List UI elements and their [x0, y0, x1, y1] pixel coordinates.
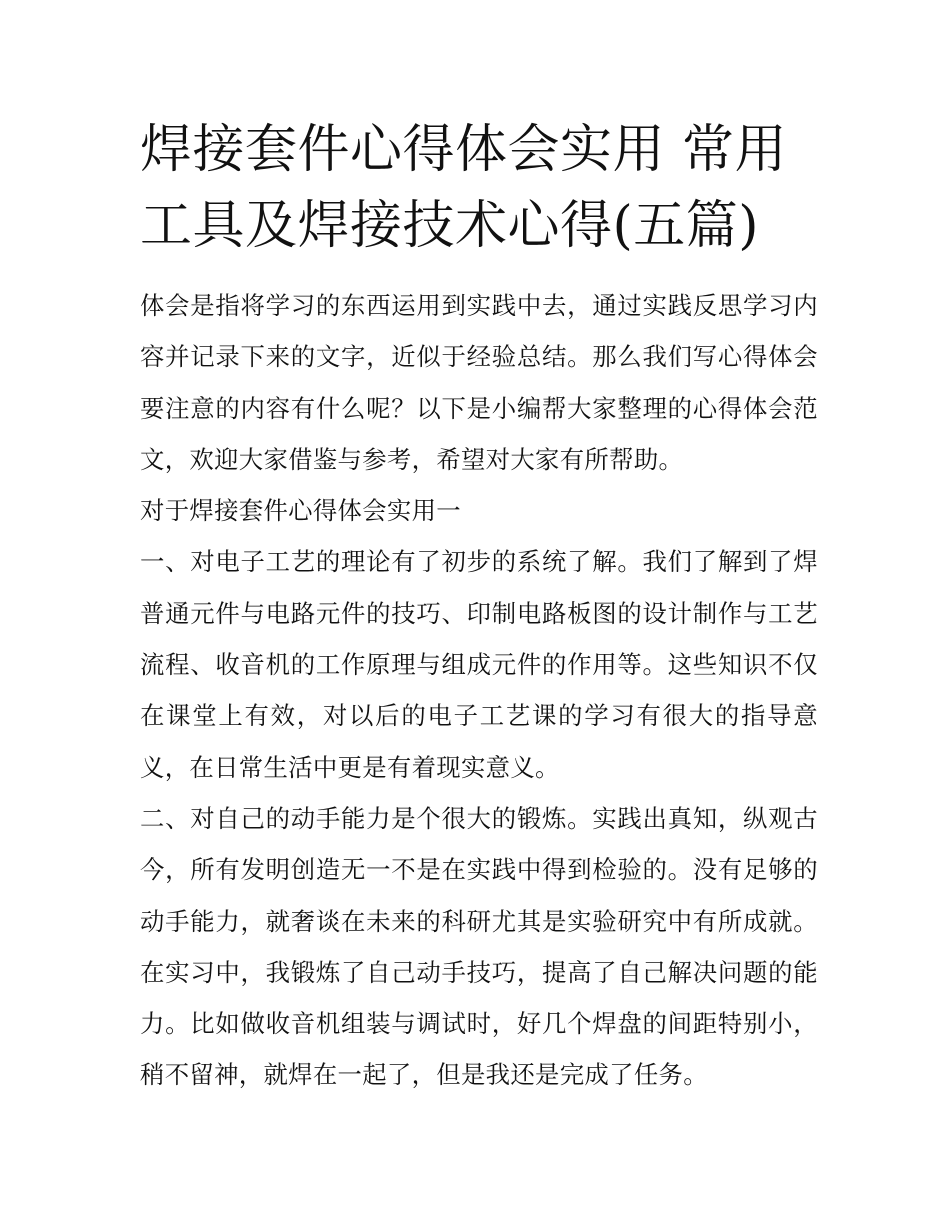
document-body — [140, 280, 818, 1101]
section-heading: 对于焊接套件心得体会实用一 — [140, 496, 461, 526]
paragraph-point-two: 二、对自己的动手能力是个很大的锻炼。实践出真知，纵观古今，所有发明创造无一不是在实践中得到检验的。没有足够的动手能力，就奢谈在未来的科研尤其是实验研究中有所成就。在实习中，我锻炼了自己动手技巧，提高了自己解决问题的能力。比如做收音机组装与调试时，好几个焊盘的间距特别小，稍不留神，就焊在一起了，但是我还是完成了任务。 — [140, 803, 818, 1090]
intro-paragraph: 体会是指将学习的东西运用到实践中去，通过实践反思学习内容并记录下来的文字，近似于经验总结。那么我们写心得体会要注意的内容有什么呢？以下是小编帮大家整理的心得体会范文，欢迎大家借鉴与参考，希望对大家有所帮助。 — [140, 291, 818, 474]
document-title: 焊接套件心得体会实用 常用工具及焊接技术心得(五篇) — [140, 120, 788, 256]
paragraph-point-one: 一、对电子工艺的理论有了初步的系统了解。我们了解到了焊普通元件与电路元件的技巧、印制电路板图的设计制作与工艺流程、收音机的工作原理与组成元件的作用等。这些知识不仅在课堂上有效，对以后的电子工艺课的学习有很大的指导意义，在日常生活中更是有着现实意义。 — [140, 547, 818, 782]
